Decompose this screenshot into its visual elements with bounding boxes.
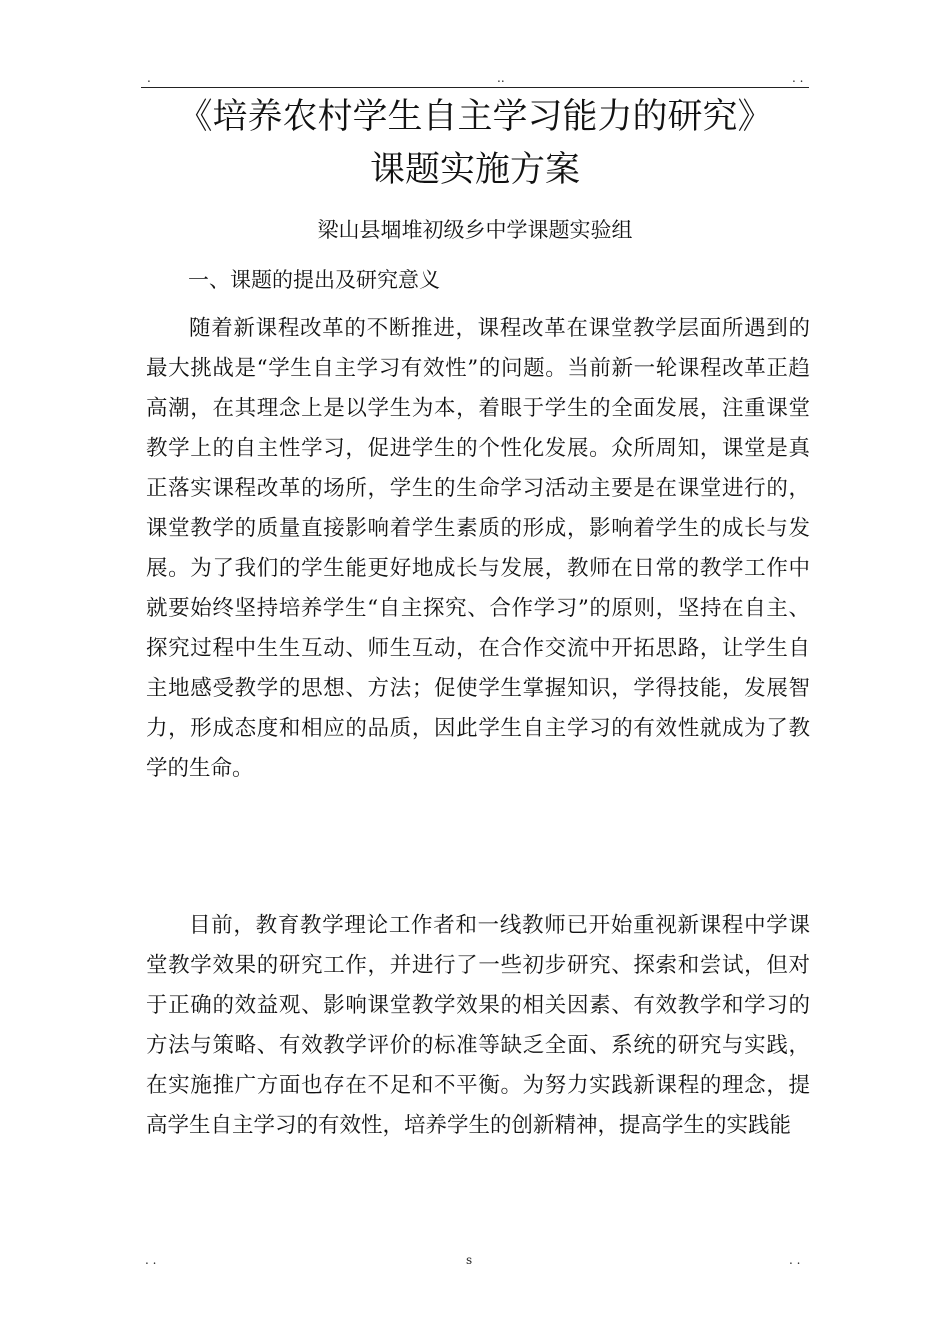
body-paragraph: 目前，教育教学理论工作者和一线教师已开始重视新课程中学课堂教学效果的研究工作，并进行了一些初步研究、探索和尝试，但对于正确的效益观、影响课堂教学效果的相关因素、有效教学和学习的方法与策略、有效教学评价的标准等缺乏全面、系统的研究与实践，在实施推广方面也存在不足和不平衡。为努力实践新课程的理念，提高学生自主学习的有效性，培养学生的创新精神，提高学生的实践能 bbox=[146, 913, 810, 1138]
footer-right-mark: . . bbox=[789, 1253, 801, 1267]
body-paragraph: 随着新课程改革的不断推进，课程改革在课堂教学层面所遇到的最大挑战是“学生自主学习有效性”的问题。当前新一轮课程改革正趋高潮，在其理念上是以学生为本，着眼于学生的全面发展，注重课堂教学上的自主性学习，促进学生的个性化发展。众所周知，课堂是真正落实课程改革的场所，学生的生命学习活动主要是在课堂进行的，课堂教学的质量直接影响着学生素质的形成，影响着学生的成长与发展。为了我们的学生能更好地成长与发展，教师在日常的教学工作中就要始终坚持培养学生“自主探究、合作学习”的原则，坚持在自主、探究过程中生生互动、师生互动，在合作交流中开拓思路，让学生自主地感受教学的思想、方法；促使学生掌握知识，学得技能，发展智力，形成态度和相应的品质，因此学生自主学习的有效性就成为了教学的生命。 bbox=[146, 316, 810, 781]
footer-center-mark: s bbox=[466, 1253, 473, 1267]
section-heading: 一、课题的提出及研究意义 bbox=[188, 268, 440, 292]
document-title: 《培养农村学生自主学习能力的研究》 bbox=[177, 97, 773, 137]
header-rule bbox=[141, 87, 809, 88]
header-left-mark: . bbox=[147, 71, 151, 85]
header-right-mark: . . bbox=[792, 71, 804, 85]
footer-left-mark: . . bbox=[145, 1253, 157, 1267]
document-subtitle: 课题实施方案 bbox=[369, 150, 580, 190]
header-center-mark: .. bbox=[497, 71, 505, 85]
author-organization: 梁山县堌堆初级乡中学课题实验组 bbox=[317, 218, 633, 242]
